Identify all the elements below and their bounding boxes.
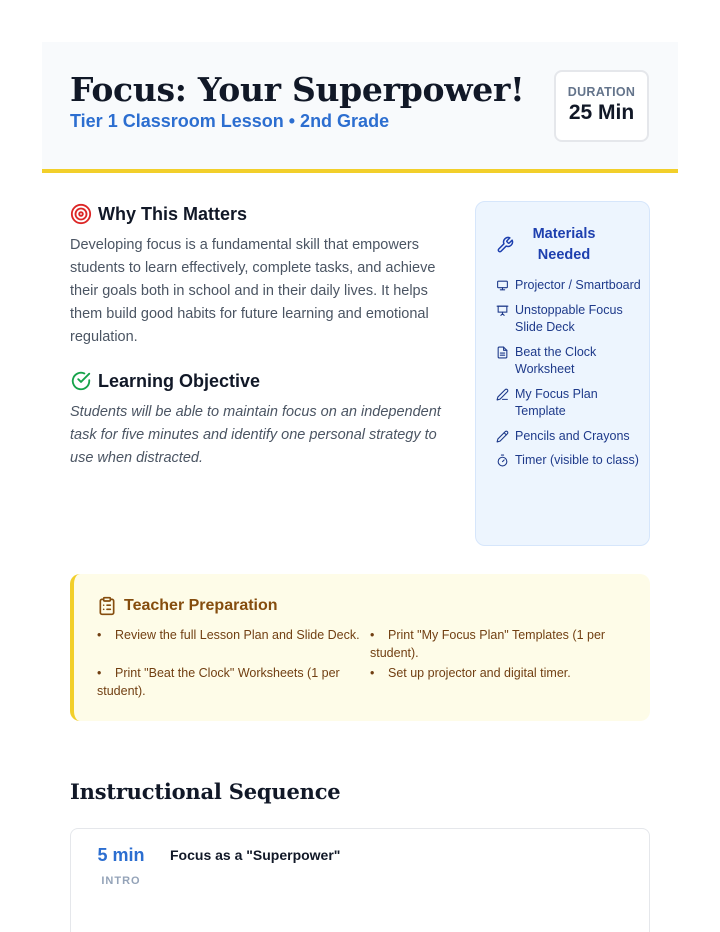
list-item [496, 302, 641, 337]
materials-list [496, 277, 641, 477]
prep-list [97, 627, 637, 700]
list-item [496, 386, 641, 421]
duration-value: 25 Min [568, 101, 635, 124]
step-phase: INTRO [101, 875, 141, 887]
clipboard-icon [97, 596, 117, 616]
material-label: Pencils and Crayons [515, 428, 630, 443]
prep-item-text: Print "Beat the Clock" Worksheets (1 per student). [97, 666, 340, 698]
step-name: Focus as a "Superpower" [170, 847, 341, 863]
prep-item-text: Review the full Lesson Plan and Slide Deck. [115, 628, 360, 642]
lesson-header [42, 42, 678, 173]
page-subtitle: Tier 1 Classroom Lesson • 2nd Grade [70, 111, 390, 131]
material-label: Unstoppable Focus Slide Deck [515, 302, 623, 334]
prep-item-text: Set up projector and digital timer. [388, 666, 571, 680]
objective-text: Students will be able to maintain focus on an independent task for five minutes and identify one personal strategy to use when distracted. [70, 404, 441, 466]
bullet: • [370, 666, 375, 680]
materials-panel [475, 201, 650, 546]
duration-label: DURATION [567, 85, 636, 99]
page-title: Focus: Your Superpower! [70, 70, 525, 109]
prep-item-text: Print "My Focus Plan" Templates (1 per student). [370, 628, 606, 660]
lesson-page [42, 42, 678, 932]
material-label: Timer (visible to class) [515, 453, 639, 467]
objective-heading [70, 370, 260, 392]
pencil-icon [496, 430, 509, 443]
objective-heading-text: Learning Objective [98, 370, 261, 391]
presentation-icon [496, 304, 509, 317]
sequence-step-card [70, 828, 650, 932]
duration-badge [554, 70, 649, 142]
list-item [496, 277, 641, 295]
check-circle-icon [70, 370, 92, 392]
bullet: • [97, 628, 102, 642]
materials-heading-text: Materials Needed [532, 226, 596, 263]
list-item [496, 344, 641, 379]
list-item [370, 627, 637, 662]
sequence-heading: Instructional Sequence [70, 779, 341, 804]
list-item [370, 665, 637, 700]
stopwatch-icon [496, 454, 509, 467]
why-text: Developing focus is a fundamental skill that empowers students to learn effectively, complete tasks, and achieve their goals both in school and in their daily lives. It helps them build good habits for future learning and emotional regulation. [70, 237, 436, 345]
material-label: Projector / Smartboard [515, 278, 641, 292]
document-icon [496, 346, 509, 359]
material-label: Beat the Clock Worksheet [515, 344, 597, 376]
list-item [97, 627, 370, 662]
prep-heading [97, 596, 278, 616]
teacher-prep-panel [70, 574, 650, 721]
bullet: • [97, 666, 102, 680]
monitor-icon [496, 279, 509, 292]
list-item [496, 452, 641, 470]
prep-heading-text: Teacher Preparation [124, 597, 278, 614]
material-label: My Focus Plan Template [515, 386, 598, 418]
list-item [496, 428, 641, 446]
pen-icon [496, 388, 509, 401]
target-icon [70, 203, 92, 225]
wrench-icon [496, 236, 514, 254]
list-item [97, 665, 370, 700]
bullet: • [370, 628, 375, 642]
why-heading [70, 203, 247, 225]
materials-heading [496, 224, 609, 266]
why-heading-text: Why This Matters [98, 203, 248, 224]
step-time: 5 min [97, 845, 145, 865]
